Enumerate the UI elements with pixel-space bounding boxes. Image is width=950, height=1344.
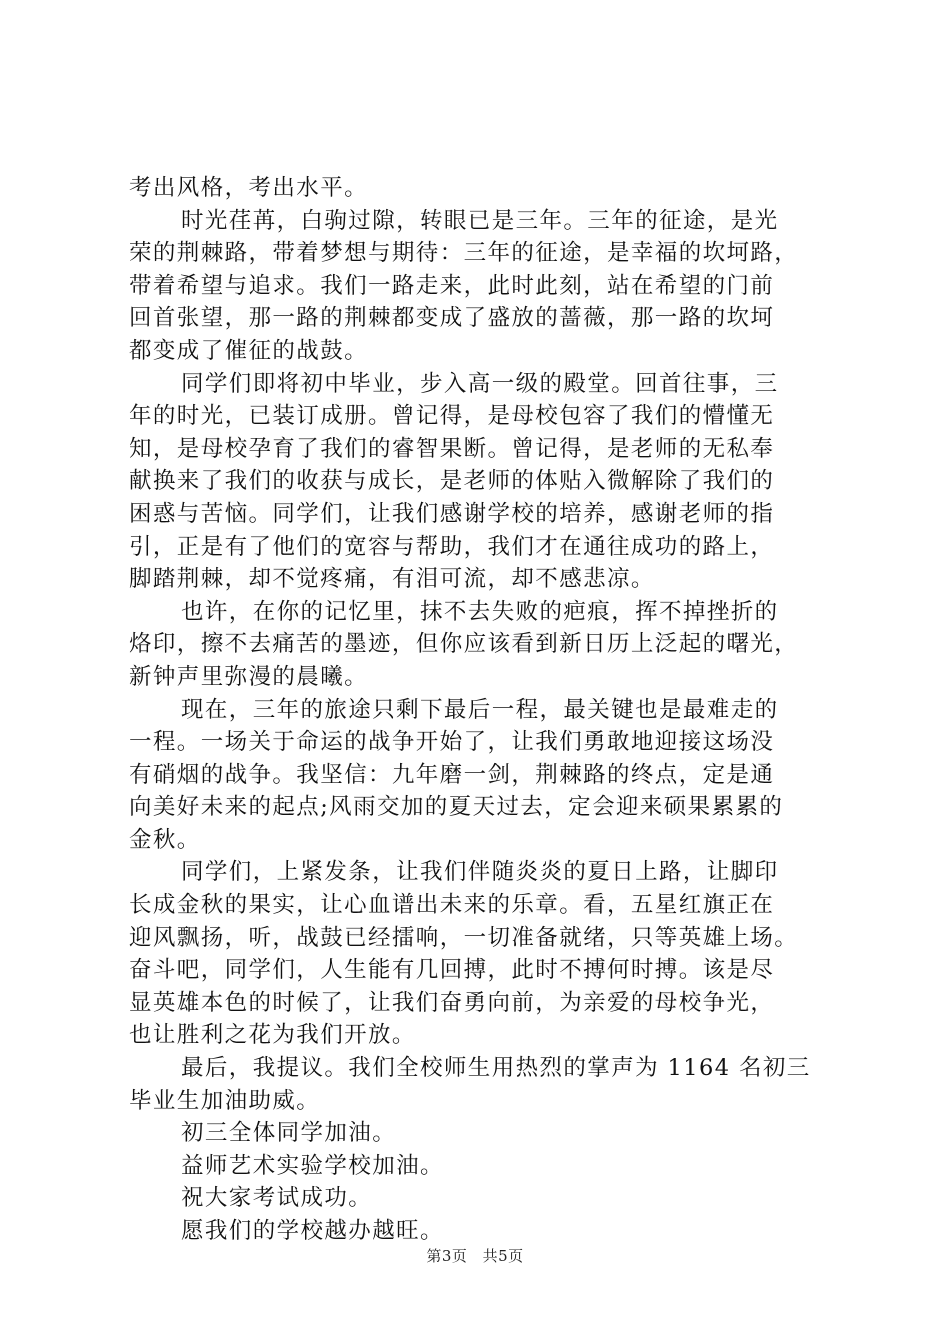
text-line: 烙印，擦不去痛苦的墨迹，但你应该看到新日历上泛起的曙光， bbox=[129, 631, 799, 658]
text-line: 同学们即将初中毕业，步入高一级的殿堂。回首往事，三 bbox=[181, 370, 779, 397]
document-body bbox=[129, 172, 835, 1248]
page-number: 第3页 bbox=[426, 1247, 468, 1265]
text-line: 愿我们的学校越办越旺。 bbox=[181, 1218, 444, 1244]
page-total: 共5页 bbox=[482, 1247, 524, 1265]
text-line: 现在，三年的旅途只剩下最后一程，最关键也是最难走的 bbox=[181, 696, 779, 723]
text-line: 奋斗吧，同学们，人生能有几回搏，此时不搏何时搏。该是尽 bbox=[129, 957, 775, 984]
text-line: 金秋。 bbox=[129, 826, 201, 853]
text-line: 都变成了催征的战鼓。 bbox=[129, 337, 369, 364]
text-line: 时光荏苒，白驹过隙，转眼已是三年。三年的征途，是光 bbox=[181, 207, 779, 234]
text-line: 祝大家考试成功。 bbox=[181, 1185, 373, 1212]
text-line: 一程。一场关于命运的战争开始了，让我们勇敢地迎接这场没 bbox=[129, 729, 775, 756]
text-line: 引，正是有了他们的宽容与帮助，我们才在通往成功的路上， bbox=[129, 533, 775, 560]
text-line: 献换来了我们的收获与成长，是老师的体贴入微解除了我们的 bbox=[129, 468, 775, 495]
text-line: 向美好未来的起点;风雨交加的夏天过去，定会迎来硕果累累的 bbox=[129, 794, 784, 821]
text-line: 困惑与苦恼。同学们，让我们感谢学校的培养，感谢老师的指 bbox=[129, 500, 775, 527]
text-line: 同学们，上紧发条，让我们伴随炎炎的夏日上路，让脚印 bbox=[181, 859, 779, 886]
text-line: 荣的荆棘路，带着梦想与期待：三年的征途，是幸福的坎坷路， bbox=[129, 240, 799, 267]
text-line: 长成金秋的果实，让心血谱出未来的乐章。看，五星红旗正在 bbox=[129, 892, 775, 919]
text-line: 带着希望与追求。我们一路走来，此时此刻，站在希望的门前 bbox=[129, 272, 775, 299]
text-line: 脚踏荆棘，却不觉疼痛，有泪可流，却不感悲凉。 bbox=[129, 566, 655, 593]
text-line: 年的时光，已装订成册。曾记得，是母校包容了我们的懵懂无 bbox=[129, 403, 775, 430]
page-footer bbox=[0, 1245, 950, 1266]
text-line: 也让胜利之花为我们开放。 bbox=[129, 1022, 416, 1049]
text-line: 新钟声里弥漫的晨曦。 bbox=[129, 663, 369, 690]
text-line: 考出风格，考出水平。 bbox=[129, 175, 369, 201]
text-line: 毕业生加油助威。 bbox=[129, 1087, 321, 1114]
text-line: 显英雄本色的时候了，让我们奋勇向前，为亲爱的母校争光， bbox=[129, 989, 775, 1016]
text-line: 也许，在你的记忆里，抹不去失败的疤痕，挥不掉挫折的 bbox=[181, 598, 779, 625]
text-line: 知，是母校孕育了我们的睿智果断。曾记得，是老师的无私奉 bbox=[129, 435, 775, 462]
text-line: 益师艺术实验学校加油。 bbox=[181, 1152, 444, 1179]
text-line: 初三全体同学加油。 bbox=[181, 1120, 397, 1147]
text-line: 回首张望，那一路的荆棘都变成了盛放的蔷薇，那一路的坎坷 bbox=[129, 305, 775, 332]
text-line: 最后，我提议。我们全校师生用热烈的掌声为 1164 名初三 bbox=[181, 1055, 811, 1082]
text-line: 迎风飘扬，听，战鼓已经擂响，一切准备就绪，只等英雄上场。 bbox=[129, 924, 799, 951]
text-line: 有硝烟的战争。我坚信：九年磨一剑，荆棘路的终点，定是通 bbox=[129, 761, 775, 788]
